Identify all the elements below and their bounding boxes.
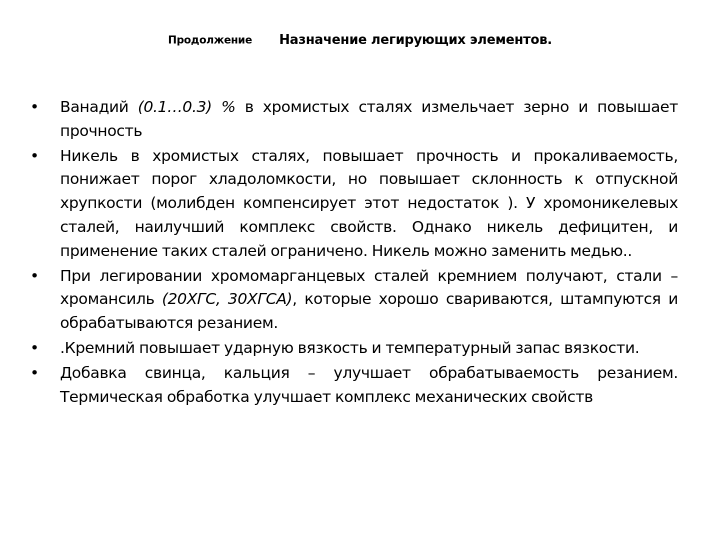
item-text: Ванадий bbox=[60, 98, 138, 116]
item-text: Добавка свинца, кальция – улучшает обрабатываемость резанием. Термическая обработка улучшает комплекс механических свойств bbox=[60, 363, 678, 406]
slide-title bbox=[0, 30, 720, 49]
list-item bbox=[30, 362, 678, 410]
bullet-list bbox=[30, 96, 678, 410]
bullet-icon: • bbox=[30, 266, 39, 285]
item-text-after: в хромистых сталях измельчает зерно и повышает прочность bbox=[60, 98, 678, 140]
list-item bbox=[30, 145, 678, 264]
continuation-label: Продолжение bbox=[168, 34, 253, 47]
item-text-after: , которые хорошо свариваются, штампуются и обрабатываются резанием. bbox=[60, 290, 678, 333]
item-emphasis: (20ХГС, 30ХГСА) bbox=[161, 290, 293, 309]
list-item bbox=[30, 96, 678, 144]
page-title: Назначение легирующих элементов. bbox=[279, 33, 552, 48]
item-text: При легировании хромомарганцевых сталей кремнием получают, стали – хромансиль bbox=[60, 266, 678, 309]
list-item bbox=[30, 265, 678, 336]
item-text: Никель в хромистых сталях, повышает прочность и прокаливаемость, понижает порог хладоломкости, но повышает склонность к отпускной хрупкости (молибден компенсирует этот недостаток ). У хромоникелевых сталей, наилучший комплекс свойств. Однако никель дефицитен, и применение таких сталей ограничено. Никель можно заменить медью.. bbox=[60, 146, 678, 260]
item-text: .Кремний повышает ударную вязкость и температурный запас вязкости. bbox=[60, 338, 640, 357]
bullet-icon: • bbox=[30, 338, 39, 357]
list-item bbox=[30, 337, 678, 361]
bullet-icon: • bbox=[30, 98, 39, 116]
bullet-icon: • bbox=[30, 146, 39, 165]
item-emphasis: (0.1…0.3) % bbox=[137, 98, 236, 116]
bullet-icon: • bbox=[30, 363, 39, 382]
